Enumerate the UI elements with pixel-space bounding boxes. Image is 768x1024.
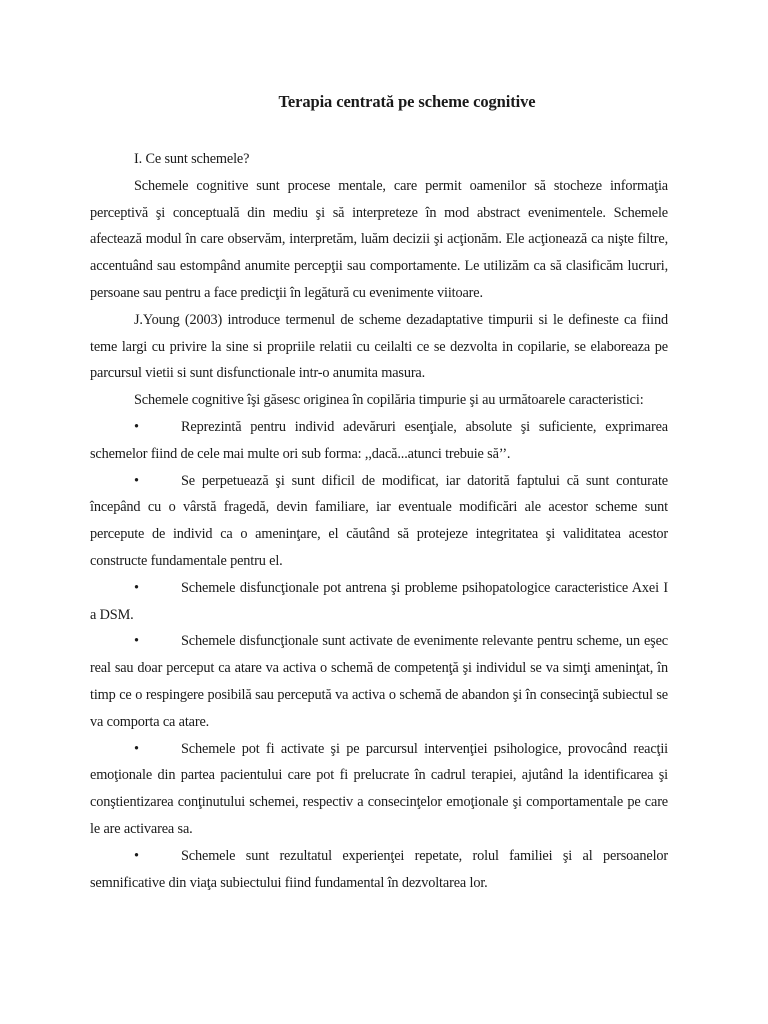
bullet-list-item: [90, 468, 668, 575]
bullet-text: Schemele disfuncţionale sunt activate de evenimente relevante pentru scheme, un eşec real sau doar perceput ca atare va activa o schemă de competenţă şi individul se va simţi ameninţat, în timp ce o respingere posibilă sau percepută va activa o schemă de abandon şi în consecinţă subiectul se va comporta ca atare.: [90, 633, 668, 730]
bullet-text: Schemele sunt rezultatul experienţei repetate, rolul familiei şi al persoanelor semnificative din viaţa subiectului fiind fundamental în dezvoltarea lor.: [90, 847, 668, 891]
bullet-text: Reprezintă pentru individ adevăruri esenţiale, absolute şi suficiente, exprimarea schemelor fiind de cele mai multe ori sub forma: ,,dacă...atunci trebuie să’’.: [90, 418, 668, 462]
bullet-list-item: [90, 575, 668, 629]
bullet-icon: •: [134, 418, 139, 435]
section-heading: I. Ce sunt schemele?: [134, 151, 250, 167]
bullet-list-item: [90, 414, 668, 468]
paragraph-definition: Schemele cognitive sunt procese mentale, care permit oamenilor să stocheze informaţia perceptivă şi conceptuală din mediu şi să interpreteze în mod abstract evenimentele. Schemele afectează modul în care observăm, interpretăm, luăm decizii şi acţionăm. Ele acţionează ca nişte filtre, accentuând sau estompând anumite percepţii sau comportamente. Le utilizăm ca să clasificăm lucruri, persoane sau pentru a face predicţii în legătură cu evenimente viitoare.: [90, 177, 668, 301]
bullet-list-item: [90, 736, 668, 843]
bullet-icon: •: [134, 579, 139, 596]
paragraph-characteristics-intro: Schemele cognitive îşi găsesc originea în copilăria timpurie şi au următoarele caracteristici:: [134, 392, 644, 409]
bullet-text: Schemele pot fi activate şi pe parcursul intervenţiei psihologice, provocând reacţii emoţionale din partea pacientului care pot fi prelucrate în cadrul terapiei, ajutând la identificarea şi conştientizarea conţinutului schemei, respectiv a consecinţelor emoţionale şi comportamentale pe care le are activarea sa.: [90, 740, 668, 837]
bullet-text: Schemele disfuncţionale pot antrena şi probleme psihopatologice caracteristice Axei I a DSM.: [90, 579, 668, 623]
document-title: Terapia centrată pe scheme cognitive: [278, 92, 536, 111]
bullet-icon: •: [134, 847, 139, 864]
bullet-icon: •: [134, 633, 139, 650]
bullet-list-item: [90, 628, 668, 735]
bullet-list-item: [90, 843, 668, 897]
bullet-icon: •: [134, 740, 139, 757]
document-body: [90, 146, 668, 896]
bullet-text: Se perpetuează şi sunt dificil de modificat, iar datorită faptului că sunt conturate începând cu o vârstă fragedă, devin familiare, iar eventuale modificări ale acestor scheme sunt percepute de individ ca o ameninţare, el căutând să protejeze integritatea şi validitatea acestor constructe fundamentale pentru el.: [90, 472, 668, 569]
bullet-icon: •: [134, 472, 139, 489]
paragraph-young: J.Young (2003) introduce termenul de scheme dezadaptative timpurii si le defineste ca fiind teme largi cu privire la sine si propriile relatii cu ceilalti ce se dezvolta in copilarie, se elaboreaza pe parcursul vietii si sunt disfunctionale intr-o anumita masura.: [90, 311, 668, 382]
